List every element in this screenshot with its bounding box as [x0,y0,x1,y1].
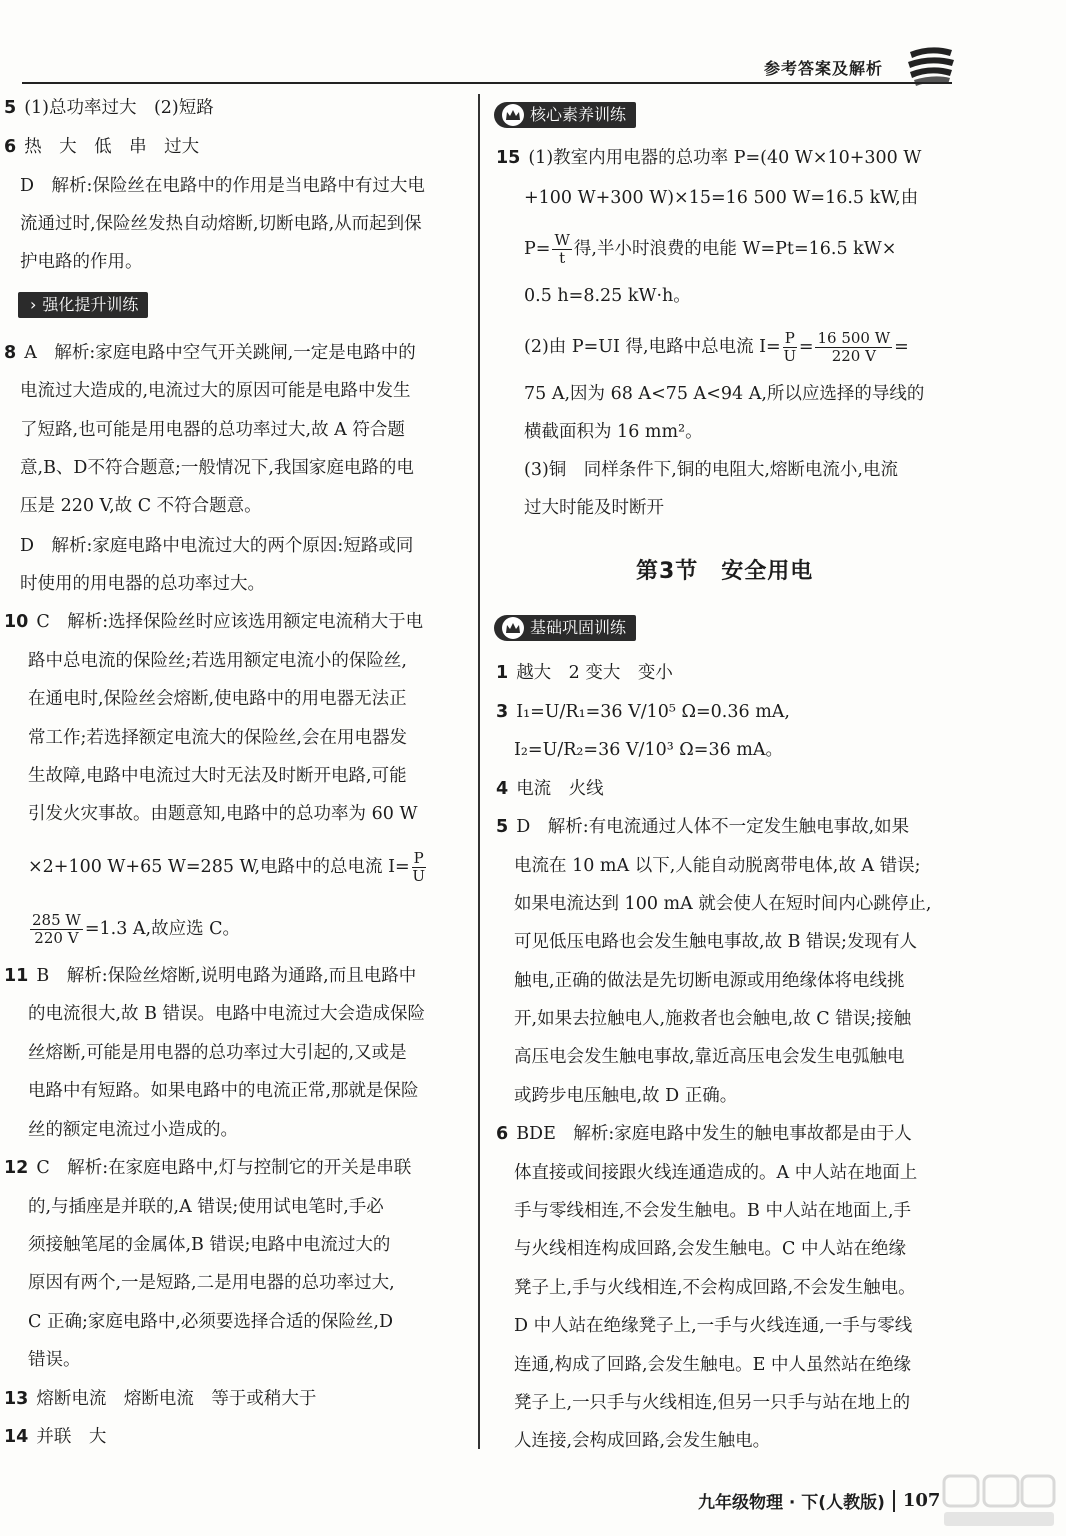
answer-line: 4 电流 火线 [496,779,604,799]
crown-icon [502,617,524,639]
answer-line: P= $\frac{W}{t}$ 得,半小时浪费的电能 W=Pt=16.5 kW× [524,231,897,267]
answer-line: 须接触笔尾的金属体,B 错误;电路中电流过大的 [28,1235,391,1255]
answer-line: 5 D 解析:有电流通过人体不一定发生触电事故,如果 [496,817,910,837]
answer-line: 丝熔断,可能是用电器的总功率过大引起的,又或是 [28,1043,407,1063]
answer-line: 8 A 解析:家庭电路中空气开关跳闸,一定是电路中的 [4,343,416,363]
answer-line: D 解析:家庭电路中电流过大的两个原因:短路或同 [20,536,414,556]
footer-label: 九年级物理 · 下(人教版) [698,1493,885,1513]
answer-line: 触电,正确的做法是先切断电源或用绝缘体将电线挑 [514,971,905,991]
answer-line: 引发火灾事故。由题意知,电路中的总功率为 60 W [28,804,418,824]
page-number: 107 [902,1490,941,1511]
answer-line: 的电流很大,故 B 错误。电路中电流过大会造成保险 [28,1004,426,1024]
answer-line: 13 熔断电流 熔断电流 等于或稍大于 [4,1389,317,1409]
answer-line: 电流过大造成的,电流过大的原因可能是电路中发生 [20,381,411,401]
answer-line: 11 B 解析:保险丝熔断,说明电路为通路,而且电路中 [4,966,417,986]
answer-line: 丝的额定电流过小造成的。 [28,1120,238,1140]
answer-line: 12 C 解析:在家庭电路中,灯与控制它的开关是串联 [4,1158,412,1178]
answer-line: 15 (1)教室内用电器的总功率 P=(40 W×10+300 W [496,148,922,168]
answer-line: 14 并联 大 [4,1427,107,1447]
answer-line: $\frac{285 W}{220 V}$ =1.3 A,故应选 C。 [32,911,241,947]
fraction-p-over-u: $\frac{P}{U}$ [412,849,426,885]
answer-line: 横截面积为 16 mm²。 [524,422,703,442]
answer-line: 或跨步电压触电,故 D 正确。 [514,1086,738,1106]
section-badge-core: 核心素养训练 [494,102,636,128]
answer-line: 手与零线相连,不会发生触电。B 中人站在地面上,手 [514,1201,912,1221]
answer-line: 错误。 [28,1350,81,1370]
answer-line: 10 C 解析:选择保险丝时应该选用额定电流稍大于电 [4,612,424,632]
footer-divider [893,1490,895,1512]
answer-line: ×2+100 W+65 W=285 W,电路中的总电流 I= $\frac{P}{U}$ [28,849,426,885]
header-rule [22,82,952,84]
answer-line: 的,与插座是并联的,A 错误;使用试电笔时,手必 [28,1197,384,1217]
answer-line: I₂=U/R₂=36 V/10³ Ω=36 mA。 [514,740,784,760]
answer-line: 电路中有短路。如果电路中的电流正常,那就是保险 [28,1081,419,1101]
answer-line: 时使用的用电器的总功率过大。 [20,574,265,594]
answer-line: 常工作;若选择额定电流大的保险丝,会在用电器发 [28,728,407,748]
watermark-logo [940,1470,1058,1530]
answer-line: 75 A,因为 68 A<75 A<94 A,所以应选择的导线的 [524,384,925,404]
answer-line: 了短路,也可能是用电器的总功率过大,故 A 符合题 [20,420,405,440]
fraction-p-over-u: $\frac{P}{U}$ [783,329,797,365]
answer-line: (3)铜 同样条件下,铜的电阻大,熔断电流小,电流 [524,460,898,480]
answer-line: 护电路的作用。 [20,252,143,272]
answer-line: 高压电会发生触电事故,靠近高压电会发生电弧触电 [514,1047,905,1067]
answer-line: 3 I₁=U/R₁=36 V/10⁵ Ω=0.36 mA, [496,702,790,722]
chevron-right-icon: › [30,295,37,314]
books-icon [906,44,956,86]
answer-line: D 解析:保险丝在电路中的作用是当电路中有过大电 [20,176,425,196]
answer-line: (2)由 P=UI 得,电路中总电流 I= $\frac{P}{U}$ = $\frac{16 500 W}{220 V}$ = [524,329,909,365]
answer-line: 可见低压电路也会发生触电事故,故 B 错误;发现有人 [514,932,917,952]
answer-line: C 正确;家庭电路中,必须要选择合适的保险丝,D [28,1312,394,1332]
answer-line: 电流在 10 mA 以下,人能自动脱离带电体,故 A 错误; [514,856,921,876]
answer-line: 体直接或间接跟火线连通造成的。A 中人站在地面上 [514,1163,918,1183]
answer-line: 0.5 h=8.25 kW·h。 [524,286,691,306]
answer-line: +100 W+300 W)×15=16 500 W=16.5 kW,由 [524,188,919,208]
answer-line: 6 BDE 解析:家庭电路中发生的触电事故都是由于人 [496,1124,912,1144]
header-label: 参考答案及解析 [764,59,884,78]
answer-line: 人连接,会构成回路,会发生触电。 [514,1431,771,1451]
column-divider [478,94,480,1449]
answer-line: 原因有两个,一是短路,二是用电器的总功率过大, [28,1273,395,1293]
answer-line: 凳子上,手与火线相连,不会构成回路,不会发生触电。 [514,1278,916,1298]
fraction-16500-over-220: $\frac{16 500 W}{220 V}$ [817,329,891,365]
answer-line: 5 (1)总功率过大 (2)短路 [4,98,214,118]
lesson-title: 第3节 安全用电 [636,559,814,584]
answer-line: 生故障,电路中电流过大时无法及时断开电路,可能 [28,766,407,786]
answer-line: 与火线相连构成回路,会发生触电。C 中人站在绝缘 [514,1239,907,1259]
answer-line: D 中人站在绝缘凳子上,一手与火线连通,一手与零线 [514,1316,913,1336]
section-badge-basic: 基础巩固训练 [494,615,636,641]
answer-line: 凳子上,一只手与火线相连,但另一只手与站在地上的 [514,1393,911,1413]
answer-line: 路中总电流的保险丝;若选用额定电流小的保险丝, [28,651,407,671]
answer-line: 在通电时,保险丝会熔断,使电路中的用电器无法正 [28,689,407,709]
answer-line: 6 热 大 低 串 过大 [4,137,200,157]
section-badge-strengthen: › 强化提升训练 [18,292,148,318]
answer-line: 如果电流达到 100 mA 就会使人在短时间内心跳停止, [514,894,932,914]
answer-line: 连通,构成了回路,会发生触电。E 中人虽然站在绝缘 [514,1355,911,1375]
fraction-w-over-t: $\frac{W}{t}$ [554,231,570,267]
fraction-285-over-220: $\frac{285 W}{220 V}$ [32,911,81,947]
crown-icon [502,104,524,126]
answer-line: 压是 220 V,故 C 不符合题意。 [20,496,262,516]
answer-line: 1 越大 2 变大 变小 [496,663,673,683]
answer-line: 开,如果去拉触电人,施救者也会触电,故 C 错误;接触 [514,1009,912,1029]
answer-line: 意,B、D不符合题意;一般情况下,我国家庭电路的电 [20,458,414,478]
answer-line: 流通过时,保险丝发热自动熔断,切断电路,从而起到保 [20,214,422,234]
page-footer [698,1488,940,1513]
answer-line: 过大时能及时断开 [524,498,664,518]
